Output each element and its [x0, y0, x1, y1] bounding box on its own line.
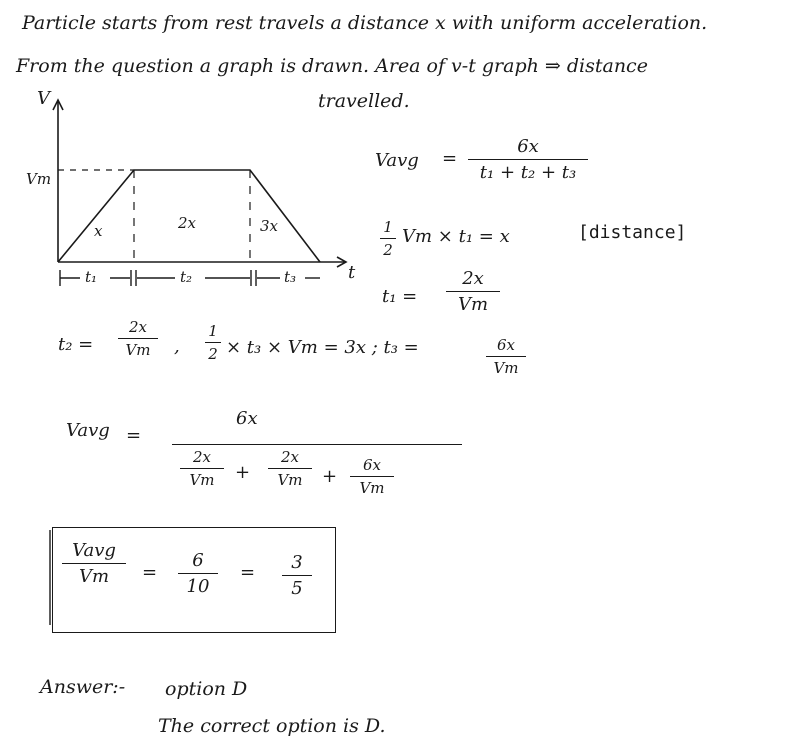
- intro-line-3: travelled.: [318, 90, 410, 112]
- vm-label: Vm: [26, 170, 52, 188]
- answer-final: The correct option is D.: [158, 715, 386, 737]
- t1-lhs: t₁ =: [382, 286, 418, 307]
- intro-line-2: From the question a graph is drawn. Area of v-t graph ⇒ distance: [16, 55, 648, 77]
- area-equation-1: Vm × t₁ = x: [402, 226, 510, 247]
- distance-note: [distance]: [578, 222, 687, 243]
- half-fraction-1: 1 2: [380, 218, 396, 259]
- denominator-term-3: 6x Vm: [350, 456, 394, 497]
- vavg-numerator-2: 6x: [236, 408, 258, 429]
- equals-1: =: [442, 148, 458, 169]
- half-fraction-2: 1 2: [205, 322, 221, 363]
- denominator-term-2: 2x Vm: [268, 448, 312, 489]
- plus-2: +: [322, 466, 338, 487]
- area-3-label: 3x: [260, 217, 279, 235]
- v-axis-label: V: [37, 88, 50, 109]
- denominator-term-1: 2x Vm: [180, 448, 224, 489]
- area-2-label: 2x: [178, 214, 197, 232]
- comma: ,: [174, 336, 180, 357]
- main-fraction-bar: [172, 444, 462, 445]
- t3-fraction: 6x Vm: [486, 336, 526, 377]
- t2-fraction: 2x Vm: [118, 318, 158, 359]
- plus-1: +: [235, 462, 251, 483]
- t1-fraction: 2x Vm: [446, 268, 500, 315]
- vavg-numerator: 6x: [517, 136, 539, 157]
- answer-label: Answer:-: [40, 676, 126, 698]
- t3-interval-label: t₃: [284, 268, 297, 286]
- equals-2: =: [126, 425, 142, 446]
- t2-lhs: t₂ =: [58, 334, 94, 355]
- t3-equation: × t₃ × Vm = 3x ; t₃ =: [226, 337, 419, 358]
- t2-interval-label: t₂: [180, 268, 193, 286]
- three-fifths-fraction: 3 5: [282, 552, 312, 599]
- intro-line-1: Particle starts from rest travels a distance x with uniform acceleration.: [22, 12, 708, 34]
- ratio-fraction: Vavg Vm: [62, 540, 126, 587]
- vavg-denominator: t₁ + t₂ + t₃: [479, 162, 577, 183]
- vavg-label-2: Vavg: [66, 420, 110, 441]
- t-axis-label: t: [348, 262, 356, 283]
- six-tenths-fraction: 6 10: [178, 550, 218, 597]
- equals-3: =: [142, 562, 158, 583]
- t1-interval-label: t₁: [85, 268, 98, 286]
- answer-option: option D: [165, 678, 248, 700]
- vavg-label-1: Vavg: [375, 150, 419, 171]
- vavg-fraction: [468, 136, 588, 183]
- area-1-label: x: [94, 222, 103, 240]
- equals-4: =: [240, 562, 256, 583]
